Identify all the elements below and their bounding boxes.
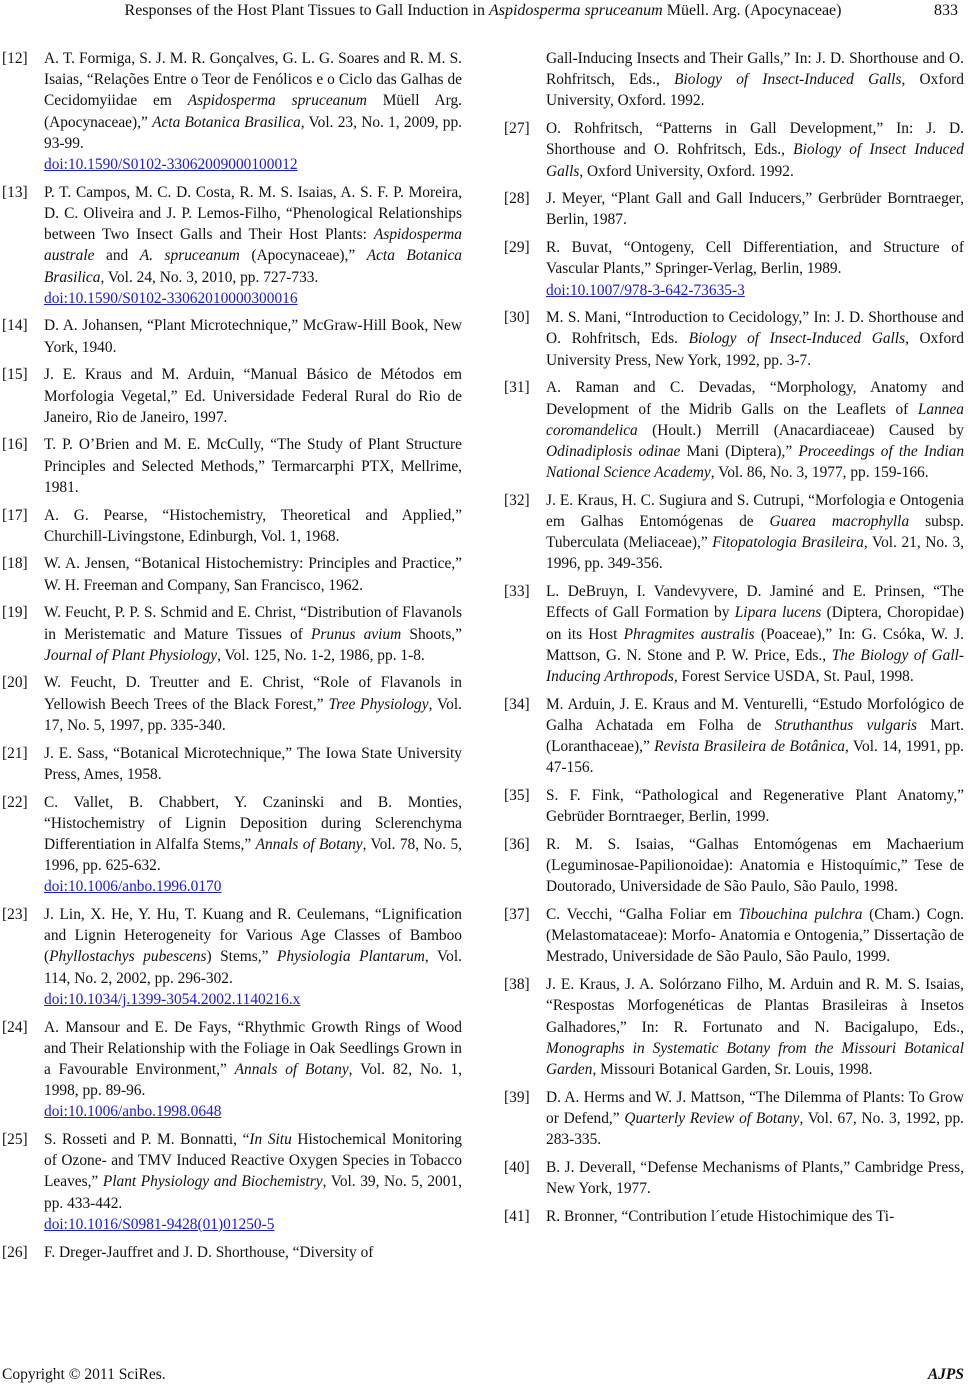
reference-text: D. A. Johansen, “Plant Microtechnique,” McGraw-Hill Book, New York, 1940. bbox=[44, 317, 462, 356]
reference-text: , Vol. 21, No. 3, 1996, pp. 349-356. bbox=[546, 534, 964, 573]
reference-text: W. Feucht, P. P. S. Schmid and E. Christ, “Distribution of Flavanols in Meristematic and Mature Tissues of bbox=[44, 604, 462, 643]
reference-text: A. Raman and C. Devadas, “Morphology, Anatomy and Development of the Midrib Galls on the Leaflets of bbox=[546, 379, 964, 418]
reference-italic: Monographs in Systematic Botany from the Missouri Botanical Garden bbox=[546, 1039, 964, 1078]
reference-number: [22] bbox=[2, 793, 28, 811]
reference-italic: Tibouchina pulchra bbox=[738, 906, 863, 924]
doi-link[interactable]: doi:10.1007/978-3-642-73635-3 bbox=[546, 281, 745, 299]
reference-number: [33] bbox=[504, 583, 530, 601]
reference-number: [40] bbox=[504, 1158, 530, 1176]
reference-italic: Aspidosperma australe bbox=[44, 226, 462, 265]
reference-number: [31] bbox=[504, 379, 530, 397]
reference-number: [30] bbox=[504, 309, 530, 327]
reference-text: (Hoult.) Merrill (Anacardiaceae) Caused by bbox=[637, 421, 964, 439]
reference-text: J. E. Kraus, H. C. Sugiura and S. Cutrupi, “Morfologia e Ontogenia em Galhas Entomógenas de bbox=[546, 491, 964, 531]
reference-italic: Phragmites australis bbox=[623, 625, 755, 643]
reference-text: , Vol. 39, No. 5, 2001, pp. 433-442. bbox=[44, 1173, 462, 1212]
reference-text: , Oxford University, Oxford. 1992. bbox=[546, 71, 964, 110]
reference-number: [26] bbox=[2, 1243, 28, 1261]
reference-italic: Fitopatologia Brasileira bbox=[712, 534, 864, 552]
reference-text: , Vol. 67, No. 3, 1992, pp. 283-335. bbox=[546, 1109, 964, 1149]
reference-26 bbox=[2, 1242, 462, 1263]
reference-23 bbox=[2, 904, 462, 1010]
reference-text: O. Rohfritsch, “Patterns in Gall Development,” In: J. D. Shorthouse and O. Rohfritsch, Eds., bbox=[546, 120, 964, 159]
reference-number: [41] bbox=[504, 1207, 530, 1225]
reference-number: [37] bbox=[504, 906, 530, 924]
reference-text: W. Feucht, D. Treutter and E. Christ, “Role of Flavanols in Yellowish Beech Trees of the Black Forest,” bbox=[44, 674, 462, 713]
reference-number: [13] bbox=[2, 183, 28, 201]
reference-38 bbox=[504, 974, 964, 1080]
reference-number: [24] bbox=[2, 1018, 28, 1036]
reference-15 bbox=[2, 364, 462, 428]
running-title bbox=[68, 2, 898, 20]
reference-text: (Apocynaceae),” bbox=[239, 247, 367, 265]
reference-text: S. Rosseti and P. M. Bonnatti, “ bbox=[44, 1131, 250, 1149]
reference-text: C. Vallet, B. Chabbert, Y. Czaninski and B. Monties, “Histochemistry of Lignin Deposition during Sclerenchyma Differentiation in Alfalfa Stems,” bbox=[44, 793, 462, 853]
reference-text: F. Dreger-Jauffret and J. D. Shorthouse, “Diversity of bbox=[44, 1243, 374, 1261]
reference-text: (Cham.) Cogn. (Melastomataceae): Morfo- Anatomia e Ontogenia,” Dissertação de Mestrado, Universidade de São Paulo, São Paulo, 1999. bbox=[546, 906, 964, 966]
reference-text: , Oxford University Press, New York, 1992, pp. 3-7. bbox=[546, 330, 964, 369]
reference-text: R. Bronner, “Contribution l´etude Histochimique des Ti- bbox=[546, 1207, 895, 1225]
reference-number: [36] bbox=[504, 835, 530, 853]
running-title-text: Responses of the Host Plant Tissues to Gall Induction in bbox=[124, 2, 489, 19]
reference-number: [20] bbox=[2, 674, 28, 692]
reference-italic: Odinadiplosis odinae bbox=[546, 442, 681, 460]
copyright-notice: Copyright © 2011 SciRes. bbox=[2, 1366, 166, 1383]
reference-37 bbox=[504, 904, 964, 968]
reference-number: [32] bbox=[504, 491, 530, 509]
reference-italic: Physiologia Plantarum bbox=[276, 948, 425, 966]
reference-italic: Biology of Insect Induced Galls bbox=[546, 141, 964, 180]
reference-20 bbox=[2, 672, 462, 736]
reference-text: , Vol. 14, 1991, pp. 47-156. bbox=[546, 738, 964, 777]
doi-link[interactable]: doi:10.1016/S0981-9428(01)01250-5 bbox=[44, 1215, 275, 1233]
reference-italic: Biology of Insect-Induced Galls bbox=[688, 330, 906, 348]
reference-number: [27] bbox=[504, 120, 530, 138]
reference-text: A. Mansour and E. De Fays, “Rhythmic Growth Rings of Wood and Their Relationship with the Foliage in Oak Seedlings Grown in a Favourable Environment,” bbox=[44, 1018, 462, 1078]
doi-link[interactable]: doi:10.1006/anbo.1996.0170 bbox=[44, 878, 222, 896]
reference-text: R. Buvat, “Ontogeny, Cell Differentiation, and Structure of Vascular Plants,” Springer-Verlag, Berlin, 1989. bbox=[546, 239, 964, 278]
reference-number: [14] bbox=[2, 317, 28, 335]
reference-18 bbox=[2, 553, 462, 595]
reference-italic: Struthanthus vulgaris bbox=[774, 716, 917, 734]
journal-abbreviation: AJPS bbox=[927, 1366, 964, 1383]
reference-number: [29] bbox=[504, 239, 530, 257]
reference-italic: The Biology of Gall-Inducing Arthropods bbox=[546, 646, 964, 685]
reference-16 bbox=[2, 434, 462, 498]
reference-text: S. F. Fink, “Pathological and Regenerative Plant Anatomy,” Gebrüder Borntraeger, Berlin, 1999. bbox=[546, 787, 964, 826]
reference-text: Mart. (Loranthaceae),” bbox=[546, 716, 964, 756]
left-column bbox=[2, 48, 462, 1269]
reference-italic: Lipara lucens bbox=[734, 604, 822, 622]
reference-text: (Diptera, Choropidae) on its Host bbox=[546, 604, 965, 643]
reference-28 bbox=[504, 188, 964, 230]
reference-number: [21] bbox=[2, 744, 28, 762]
running-header bbox=[0, 0, 968, 28]
reference-text: L. DeBruyn, I. Vandevyvere, D. Jaminé and E. Prinsen, “The Effects of Gall Formation by bbox=[546, 583, 964, 622]
reference-text: , Oxford University, Oxford. 1992. bbox=[579, 162, 794, 180]
reference-21 bbox=[2, 743, 462, 785]
reference-italic: Aspidosperma spruceanum bbox=[187, 92, 367, 110]
reference-text: , Forest Service USDA, St. Paul, 1998. bbox=[673, 667, 914, 685]
running-title-species: Aspidosperma spruceanum bbox=[488, 2, 663, 19]
reference-number: [23] bbox=[2, 906, 28, 924]
reference-13 bbox=[2, 182, 462, 309]
reference-text: T. P. O’Brien and M. E. McCully, “The Study of Plant Structure Principles and Selected Methods,” Termarcarphi PTX, Mellrime, 1981. bbox=[44, 436, 462, 496]
doi-link[interactable]: doi:10.1590/S0102-33062010000300016 bbox=[44, 289, 298, 307]
reference-number: [17] bbox=[2, 506, 28, 524]
reference-text: J. E. Sass, “Botanical Microtechnique,” The Iowa State University Press, Ames, 1958. bbox=[44, 744, 462, 783]
reference-text: , Vol. 78, No. 5, 1996, pp. 625-632. bbox=[44, 835, 462, 875]
reference-text: M. S. Mani, “Introduction to Cecidology,” In: J. D. Shorthouse and O. Rohfritsch, Eds. bbox=[546, 309, 964, 348]
reference-30 bbox=[504, 307, 964, 371]
reference-italic: Lannea coromandelica bbox=[546, 400, 964, 439]
reference-number: [28] bbox=[504, 190, 530, 208]
reference-text: , Vol. 23, No. 1, 2009, pp. 93-99. bbox=[44, 113, 462, 152]
reference-number: [19] bbox=[2, 604, 28, 622]
reference-text: Shoots,” bbox=[401, 625, 462, 643]
reference-31 bbox=[504, 377, 964, 483]
running-title-author: Müell. Arg. (Apocynaceae) bbox=[662, 2, 842, 19]
doi-link[interactable]: doi:10.1590/S0102-33062009000100012 bbox=[44, 156, 298, 174]
reference-40 bbox=[504, 1157, 964, 1199]
reference-italic: Proceedings of the Indian National Science Academy bbox=[546, 442, 965, 482]
reference-text: J. E. Kraus and M. Arduin, “Manual Básico de Métodos em Morfologia Vegetal,” Ed. Universidade Federal Rural do Rio de Janeiro, Rio de Janeiro, 1997. bbox=[44, 366, 462, 426]
reference-italic: Quarterly Review of Botany bbox=[624, 1109, 800, 1127]
reference-22 bbox=[2, 792, 462, 898]
reference-number: [34] bbox=[504, 695, 530, 713]
reference-italic: Biology of Insect-Induced Galls bbox=[674, 71, 902, 89]
reference-39 bbox=[504, 1087, 964, 1151]
reference-text: , Vol. 114, No. 2, 2002, pp. 296-302. bbox=[44, 948, 462, 987]
reference-italic: Revista Brasileira de Botânica bbox=[654, 738, 845, 756]
reference-text: P. T. Campos, M. C. D. Costa, R. M. S. Isaias, A. S. F. P. Moreira, D. C. Oliveira and J. P. Lemos-Filho, “Phenological Relationships between Two Insect Galls and Their Host Plants: bbox=[44, 183, 462, 244]
reference-italic: Tree Physiology bbox=[328, 695, 429, 713]
page-footer bbox=[0, 1366, 968, 1386]
reference-text: , Vol. 17, No. 5, 1997, pp. 335-340. bbox=[44, 695, 462, 734]
reference-text: Müell Arg. (Apocynaceae),” bbox=[44, 92, 462, 131]
reference-italic: Prunus avium bbox=[310, 625, 402, 643]
reference-italic: Acta Botanica Brasilica bbox=[152, 113, 301, 131]
reference-italic: In Situ bbox=[249, 1131, 292, 1149]
reference-35 bbox=[504, 785, 964, 827]
reference-number: [38] bbox=[504, 976, 530, 994]
reference-text: A. G. Pearse, “Histochemistry, Theoretical and Applied,” Churchill-Livingstone, Edinburgh, Vol. 1, 1968. bbox=[44, 506, 462, 545]
reference-14 bbox=[2, 315, 462, 357]
reference-25 bbox=[2, 1129, 462, 1235]
reference-text: R. M. S. Isaias, “Galhas Entomógenas em Machaerium (Leguminosae-Papilionoidae): Anatomia e Histoquímic,” Tese de Doutorado, Universidade de São Paulo, São Paulo, 1998. bbox=[546, 835, 964, 896]
reference-19 bbox=[2, 602, 462, 666]
reference-text: Mani (Diptera),” bbox=[680, 442, 799, 460]
reference-41 bbox=[504, 1206, 964, 1227]
reference-text: ) Stems,” bbox=[206, 948, 277, 966]
reference-text: Histochemical Monitoring of Ozone- and TMV Induced Reactive Oxygen Species in Tobacco Leaves,” bbox=[44, 1131, 462, 1191]
page-number: 833 bbox=[934, 2, 958, 19]
reference-text: (Poaceae),” In: G. Csóka, W. J. Mattson, G. N. Stone and P. W. Price, Eds., bbox=[546, 625, 964, 664]
reference-text: , Vol. 82, No. 1, 1998, pp. 89-96. bbox=[44, 1060, 462, 1100]
reference-text: , Vol. 24, No. 3, 2010, pp. 727-733. bbox=[100, 268, 319, 286]
reference-29 bbox=[504, 237, 964, 301]
reference-27 bbox=[504, 118, 964, 182]
reference-italic: Annals of Botany bbox=[255, 835, 363, 853]
reference-text: M. Arduin, J. E. Kraus and M. Venturelli, “Estudo Morfológico de Galha Achatada em Folha de bbox=[546, 695, 964, 734]
reference-number: [16] bbox=[2, 436, 28, 454]
reference-34 bbox=[504, 694, 964, 779]
reference-italic: Phyllostachys pubescens bbox=[49, 948, 207, 966]
reference-text: , Vol. 125, No. 1-2, 1986, pp. 1-8. bbox=[217, 646, 425, 664]
reference-text: , Vol. 86, No. 3, 1977, pp. 159-166. bbox=[710, 464, 929, 482]
reference-italic: Journal of Plant Physiology bbox=[44, 646, 218, 664]
reference-32 bbox=[504, 490, 964, 575]
reference-number: [18] bbox=[2, 555, 28, 573]
reference-text: W. A. Jensen, “Botanical Histochemistry: Principles and Practice,” W. H. Freeman and Company, San Francisco, 1962. bbox=[44, 555, 462, 594]
reference-text: subsp. Tuberculata (Meliaceae),” bbox=[546, 513, 964, 552]
reference-number: [25] bbox=[2, 1131, 28, 1149]
reference-number: [35] bbox=[504, 787, 530, 804]
doi-link[interactable]: doi:10.1006/anbo.1998.0648 bbox=[44, 1103, 222, 1121]
reference-italic: Acta Botanica Brasilica bbox=[44, 247, 462, 286]
reference-text: J. Meyer, “Plant Gall and Gall Inducers,” Gerbrüder Borntraeger, Berlin, 1987. bbox=[546, 190, 964, 229]
reference-italic: Plant Physiology and Biochemistry bbox=[102, 1173, 323, 1191]
reference-text: and bbox=[94, 247, 140, 265]
reference-17 bbox=[2, 505, 462, 547]
reference-26-continued bbox=[504, 48, 964, 112]
reference-text: Gall-Inducing Insects and Their Galls,” In: J. D. Shorthouse and O. Rohfritsch, Eds., bbox=[546, 50, 964, 89]
reference-24 bbox=[2, 1017, 462, 1123]
reference-12 bbox=[2, 48, 462, 175]
reference-text: J. Lin, X. He, Y. Hu, T. Kuang and R. Ceulemans, “Lignification and Lignin Heterogeneity for Various Age Classes of Bamboo ( bbox=[44, 906, 462, 966]
reference-text: J. E. Kraus, J. A. Solórzano Filho, M. Arduin and R. M. S. Isaias, “Respostas Morfogenéticas de Plantas Brasileiras à Insetos Galhadores,” In: R. Fortunato and N. Bacigalupo, Eds., bbox=[546, 976, 964, 1036]
reference-number: [12] bbox=[2, 50, 28, 67]
reference-text: B. J. Deverall, “Defense Mechanisms of Plants,” Cambridge Press, New York, 1977. bbox=[546, 1158, 964, 1197]
reference-italic: A. spruceanum bbox=[139, 247, 240, 265]
reference-36 bbox=[504, 834, 964, 898]
right-column bbox=[504, 48, 964, 1233]
reference-text: , Missouri Botanical Garden, Sr. Louis, 1998. bbox=[592, 1060, 873, 1078]
reference-italic: Guarea macrophylla bbox=[769, 513, 910, 531]
reference-italic: Annals of Botany bbox=[234, 1060, 349, 1078]
reference-number: [15] bbox=[2, 366, 28, 384]
reference-number: [39] bbox=[504, 1088, 530, 1106]
reference-text: A. T. Formiga, S. J. M. R. Gonçalves, G. L. G. Soares and R. M. S. Isaias, “Relações Entre o Teor de Fenólicos e o Ciclo das Galhas de Cecidomyiidae em bbox=[44, 50, 462, 110]
reference-33 bbox=[504, 581, 964, 687]
reference-text: C. Vecchi, “Galha Foliar em bbox=[546, 906, 739, 924]
doi-link[interactable]: doi:10.1034/j.1399-3054.2002.1140216.x bbox=[44, 990, 301, 1008]
reference-text: D. A. Herms and W. J. Mattson, “The Dilemma of Plants: To Grow or Defend,” bbox=[546, 1088, 964, 1127]
